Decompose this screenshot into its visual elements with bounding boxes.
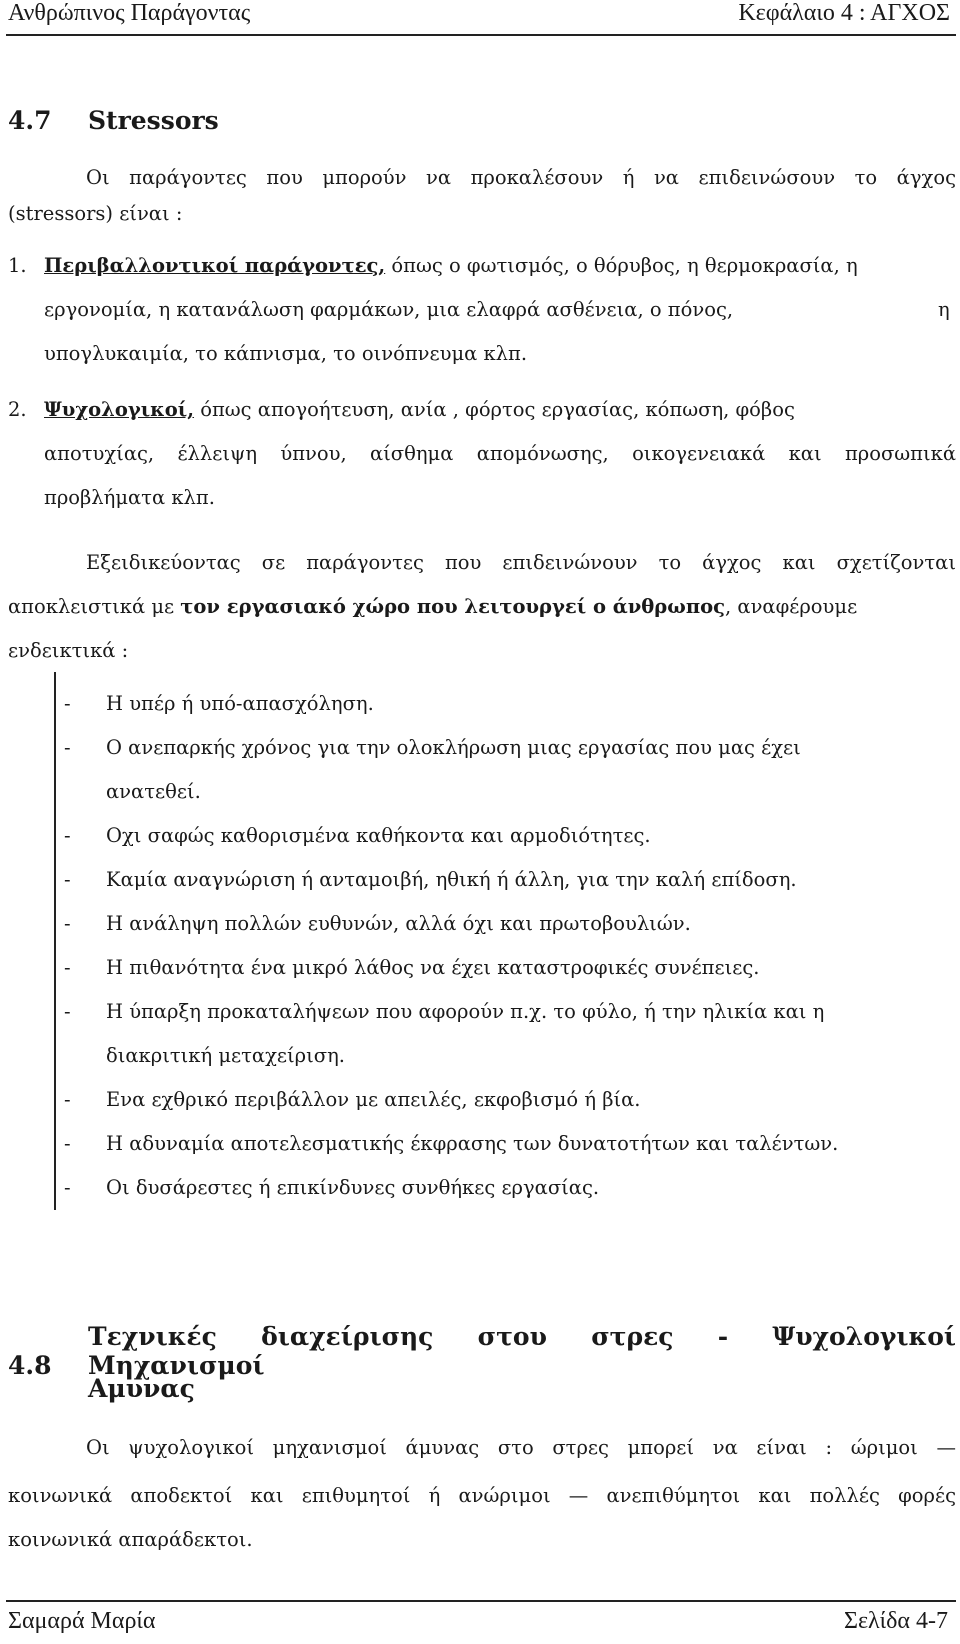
- item-1-line-3: υπογλυκαιμία, το κάπνισμα, το οινόπνευμα κλπ.: [44, 342, 528, 365]
- defense-line-2: κοινωνικά αποδεκτοί και επιθυμητοί ή ανώριμοι — ανεπιθύμητοι και πολλές φορές: [8, 1484, 956, 1507]
- section-number: 4.8: [8, 1351, 52, 1380]
- bullet-list-bar: [54, 672, 56, 1210]
- section-title: Stressors: [88, 106, 219, 135]
- item-1-line-1: 1. Περιβαλλοντικοί παράγοντες, όπως ο φωτισμός, ο θόρυβος, η θερμοκρασία, η: [8, 254, 858, 277]
- defense-line-1: Οι ψυχολογικοί μηχανισμοί άμυνας στο στρες μπορεί να είναι : ώριμοι —: [86, 1436, 956, 1459]
- item-1-line-2: εργονομία, η κατανάλωση φαρμάκων, μια ελαφρά ασθένεια, ο πόνος,: [44, 298, 734, 321]
- document-page: Ανθρώπινος Παράγοντας Κεφάλαιο 4 : ΑΓΧΟΣ 4.7 Stressors Οι παράγοντες που μπορούν να προκαλέσουν ή να επιδεινώσουν το άγχος (stressors) είναι : 1. Περιβαλλοντικοί παράγοντες, όπως ο φωτισμός, ο θόρυβος, η θερμοκρασία, η εργονομία, η κατανάλωση φαρμάκων, μια ελαφρά ασθένεια, ο πόνος, η υπογλυκαιμία, το κάπνισμα, το οινόπνευμα κλπ. 2. Ψυχολογικοί, όπως απογοήτευση, ανία , φόρτος εργασίας, κόπωση, φόβος αποτυχίας, έλλειψη ύπνου, αίσθημα απομόνωσης, οικογενειακά και προσωπικά προβλήματα κλπ. Εξειδικεύοντας σε παράγοντες που επιδεινώνουν το άγχος και σχετίζονται αποκλειστικά με τον εργασιακό χώρο που λειτουργεί ο άνθρωπος, αναφέρουμε ενδεικτικά : - Η υπέρ ή υπό-απασχόληση. - Ο ανεπαρκής χρόνος για την ολοκλήρωση μιας εργασίας που μας έχει ανατεθεί. - Οχι σαφώς καθορισμένα καθήκοντα και αρμοδιότητες. - Καμία αναγνώριση ή ανταμοιβή, ηθική ή άλλη, για την καλή επίδοση. - Η ανάληψη πολλών ευθυνών, αλλά όχι και πρωτοβουλιών. - Η πιθανότητα ένα μικρό λάθος να έχει καταστροφικές συνέπειες. - Η ύπαρξη προκαταλήψεων που αφορούν π.χ. το φύλο, ή την ηλικία και η διακριτική μεταχείριση. - Ενα εχθρικό περιβάλλον με απειλές, εκφοβισμό ή βία. - Η αδυναμία αποτελεσματικής έκφρασης των δυνατοτήτων και ταλέντων. - Οι δυσάρεστες ή επικίνδυνες συνθήκες εργασίας. 4.8Τεχνικές διαχείρισης στου στρες - Ψυχολογικοί Μηχανισμοί Αμυνας Οι ψυχολογικοί μηχανισμοί άμυνας στο στρες μπορεί να είναι : ώριμοι — κοινωνικά αποδεκτοί και επιθυμητοί ή ανώριμοι — ανεπιθύμητοι και πολλές φορές κοινωνικά απαράδεκτοι. Σαμαρά Μαρία Σελίδα 4-7: [0, 0, 960, 1644]
- item-2-line-3: προβλήματα κλπ.: [44, 486, 215, 509]
- footer-rule: [6, 1600, 956, 1602]
- item-2-heading: Ψυχολογικοί,: [44, 398, 195, 421]
- header-chapter: Κεφάλαιο 4 : ΑΓΧΟΣ: [738, 0, 950, 26]
- section-number: 4.7: [8, 106, 52, 135]
- section-4-7-heading: [8, 106, 219, 135]
- footer-page-number: Σελίδα 4-7: [843, 1608, 948, 1634]
- header-book-title: Ανθρώπινος Παράγοντας: [8, 0, 251, 26]
- item-1-line-2-end: η: [938, 298, 950, 321]
- body-para-line-1: Εξειδικεύοντας σε παράγοντες που επιδεινώνουν το άγχος και σχετίζονται: [86, 551, 956, 574]
- workplace-emphasis: τον εργασιακό χώρο που λειτουργεί ο άνθρωπος: [180, 595, 725, 618]
- footer-author: Σαμαρά Μαρία: [8, 1608, 156, 1634]
- item-1-heading: Περιβαλλοντικοί παράγοντες,: [44, 254, 386, 277]
- section-4-8-heading: [8, 1322, 956, 1380]
- section-title-line-1: Τεχνικές διαχείρισης στου στρες - Ψυχολογικοί Μηχανισμοί: [88, 1322, 956, 1380]
- defense-line-3: κοινωνικά απαράδεκτοι.: [8, 1528, 253, 1551]
- page-header: [0, 0, 960, 36]
- item-2-line-1: 2. Ψυχολογικοί, όπως απογοήτευση, ανία , φόρτος εργασίας, κόπωση, φόβος: [8, 398, 795, 421]
- body-para-line-3: ενδεικτικά :: [8, 639, 129, 662]
- section-4-8-title-line-2: Αμυνας: [88, 1374, 195, 1403]
- header-rule: [6, 34, 956, 36]
- body-para-line-2: αποκλειστικά με τον εργασιακό χώρο που λειτουργεί ο άνθρωπος, αναφέρουμε: [8, 595, 858, 618]
- intro-line-2: (stressors) είναι :: [8, 202, 183, 225]
- item-2-line-2: αποτυχίας, έλλειψη ύπνου, αίσθημα απομόνωσης, οικογενειακά και προσωπικά: [44, 442, 956, 465]
- intro-line-1: Οι παράγοντες που μπορούν να προκαλέσουν ή να επιδεινώσουν το άγχος: [86, 166, 956, 189]
